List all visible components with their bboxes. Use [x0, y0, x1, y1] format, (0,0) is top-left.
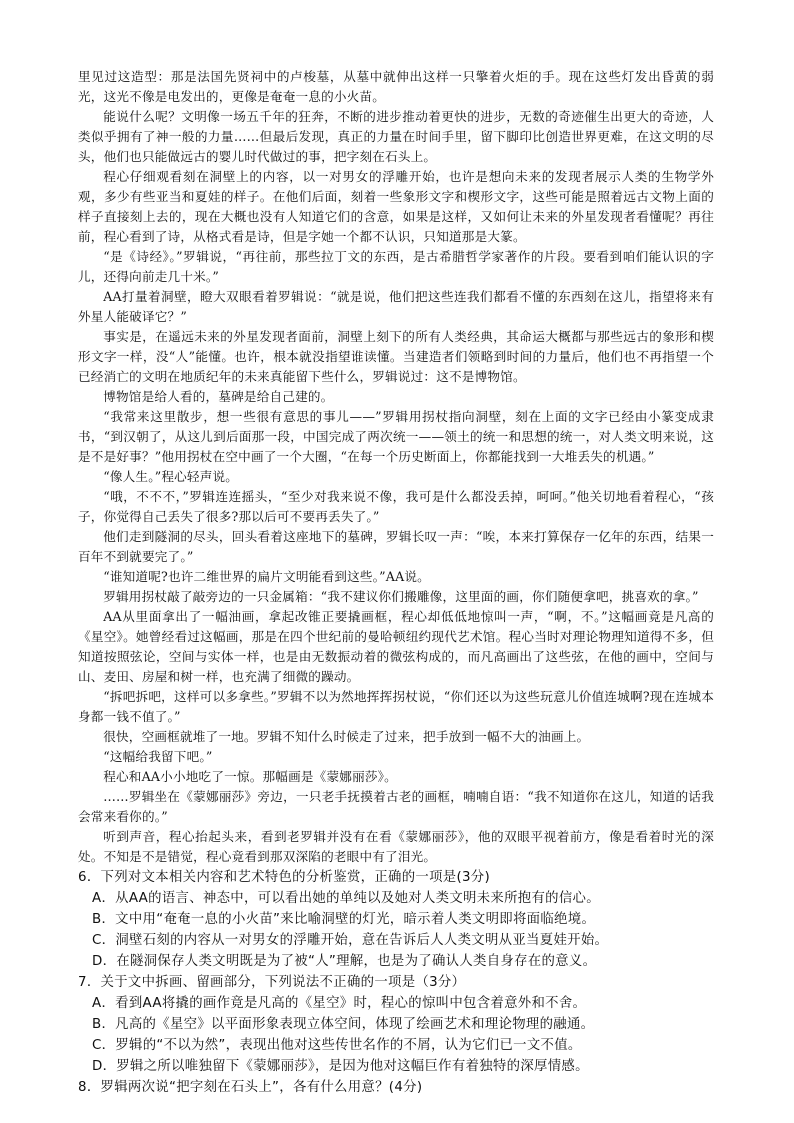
passage-paragraph: 事实是，在遥远未来的外星发现者面前，洞壁上刻下的所有人类经典，其命运大概都与那些远古的象形和楔形文字一样，没“人”能懂。也许，根本就没指望谁读懂。当建造者们领略到时间的力量后，他们也不再指望一个已经消亡的文明在地质纪年的未来真能留下些什么，罗辑说过：这不是博物馆。 — [78, 329, 714, 384]
passage-paragraph: “是《诗经》。”罗辑说，“再往前，那些拉丁文的东西，是古希腊哲学家著作的片段。要看到咱们能认识的字儿，还得向前走几十米。” — [78, 249, 714, 284]
passage-paragraph: AA打量着洞壁，瞪大双眼看着罗辑说：“就是说，他们把这些连我们都看不懂的东西刻在这儿，指望将来有外星人能破译它？” — [78, 289, 714, 324]
passage-paragraph: “哦，不不不，”罗辑连连摇头，“至少对我来说不像，我可是什么都没丢掉，呵呵。”他关切地看着程心，“孩子，你觉得自己丢失了很多?那以后可不要再丢失了。” — [78, 489, 714, 524]
passage-paragraph: “谁知道呢?也许二维世界的扁片文明能看到这些。”AA说。 — [103, 569, 430, 584]
passage-paragraph: AA从里面拿出了一幅油画，拿起改锥正要撬画框，程心却低低地惊叫一声，“啊，不。”这幅画竟是凡高的《星空》。她曾经看过这幅画，那是在四个世纪前的曼哈顿纽约现代艺术馆。程心当时对理论物理知道得不多，但知道按照弦论，空间与实体一样，也是由无数振动着的微弦构成的，而凡高画出了这些弦，在他的画中，空间与山、麦田、房屋和树一样，也充满了细微的躁动。 — [78, 609, 714, 684]
passage-paragraph: 程心和AA小小地吃了一惊。那幅画是《蒙娜丽莎》。 — [103, 769, 397, 784]
passage-paragraph: 博物馆是给人看的，墓碑是给自己建的。 — [103, 389, 334, 404]
question-section — [78, 867, 714, 1098]
passage-paragraph: 听到声音，程心抬起头来，看到老罗辑并没有在看《蒙娜丽莎》，他的双眼平视着前方，像是看着时光的深处。不知是不是错觉，程心竟看到那双深陷的老眼中有了泪光。 — [78, 829, 714, 864]
reading-passage — [78, 67, 714, 867]
passage-paragraph: “这幅给我留下吧。” — [103, 749, 213, 764]
option-d[interactable]: D．罗辑之所以唯独留下《蒙娜丽莎》，是因为他对这幅巨作有着独特的深厚情感。 — [92, 1059, 589, 1074]
passage-paragraph: “像人生。”程心轻声说。 — [103, 469, 239, 484]
question-6 — [78, 867, 714, 972]
question-stem: 8．罗辑两次说“把字刻在石头上”，各有什么用意？(4分) — [78, 1080, 423, 1095]
option-c[interactable]: C．洞壁石刻的内容从一对男女的浮雕开始，意在告诉后人人类文明从亚当夏娃开始。 — [92, 933, 609, 948]
passage-paragraph: 罗辑用拐杖敲了敲旁边的一只金属箱：“我不建议你们搬雕像，这里面的画，你们随便拿吧，挑喜欢的拿。” — [103, 589, 699, 604]
option-b[interactable]: B．文中用“奄奄一息的小火苗”来比喻洞壁的灯光，暗示着人类文明即将面临绝境。 — [92, 912, 596, 927]
question-8 — [78, 1077, 714, 1098]
passage-paragraph: 里见过这造型：那是法国先贤祠中的卢梭墓，从墓中就伸出这样一只擎着火炬的手。现在这些灯发出昏黄的弱光，这光不像是电发出的，更像是奄奄一息的小火苗。 — [78, 69, 714, 104]
passage-paragraph: 能说什么呢？文明像一场五千年的狂奔，不断的进步推动着更快的进步，无数的奇迹催生出更大的奇迹，人类似乎拥有了神一般的力量……但最后发现，真正的力量在时间手里，留下脚印比创造世界更难，在这文明的尽头，他们也只能做远古的婴儿时代做过的事，把字刻在石头上。 — [78, 109, 714, 164]
exam-page — [78, 67, 714, 1098]
passage-paragraph: 很快，空画框就堆了一地。罗辑不知什么时候走了过来，把手放到一幅不大的油画上。 — [103, 729, 590, 744]
option-d[interactable]: D．在隧洞保存人类文明既是为了被“人”理解，也是为了确认人类自身存在的意义。 — [92, 954, 597, 969]
passage-paragraph: “我常来这里散步，想一些很有意思的事儿——”罗辑用拐杖指向洞壁，刻在上面的文字已经由小篆变成隶书，“到汉朝了，从这儿到后面那一段，中国完成了两次统一——领土的统一和思想的统一，对人类文明来说，这是不是好事？”他用拐杖在空中画了一个大圈，“在每一个历史断面上，你都能找到一大堆丢失的机遇。” — [78, 409, 714, 464]
question-stem: 6．下列对文本相关内容和艺术特色的分析鉴赏，正确的一项是(3分) — [78, 870, 491, 885]
passage-paragraph: ……罗辑坐在《蒙娜丽莎》旁边，一只老手抚摸着古老的画框，喃喃自语：“我不知道你在这儿，知道的话我会常来看你的。” — [78, 789, 714, 824]
option-c[interactable]: C．罗辑的“不以为然”，表现出他对这些传世名作的不屑，认为它们已一文不值。 — [92, 1038, 582, 1053]
passage-paragraph: 他们走到隧洞的尽头，回头看着这座地下的墓碑，罗辑长叹一声：“唉，本来打算保存一亿年的东西，结果一百年不到就要完了。” — [78, 529, 714, 564]
passage-paragraph: 程心仔细观看刻在洞壁上的内容，以一对男女的浮雕开始，也许是想向未来的发现者展示人类的生物学外观，多少有些亚当和夏娃的样子。在他们后面，刻着一些象形文字和楔形文字，这些可能是照着远古文物上面的样子直接刻上去的，现在大概也没有人知道它们的含意，如果是这样，又如何让未来的外星发现者看懂呢？再往前，程心看到了诗，从格式看是诗，但是字她一个都不认识，只知道那是大篆。 — [78, 169, 714, 244]
option-b[interactable]: B．凡高的《星空》以平面形象表现立体空间，体现了绘画艺术和理论物理的融通。 — [92, 1017, 595, 1032]
question-7 — [78, 972, 714, 1077]
option-a[interactable]: A．看到AA将撬的画作竟是凡高的《星空》时，程心的惊叫中包含着意外和不舍。 — [92, 996, 587, 1011]
question-stem: 7．关于文中拆画、留画部分，下列说法不正确的一项是（3分） — [78, 975, 466, 990]
passage-paragraph: “拆吧拆吧，这样可以多拿些。”罗辑不以为然地挥挥拐杖说，“你们还以为这些玩意儿价值连城啊?现在连城本身都一钱不值了。” — [78, 689, 714, 724]
option-a[interactable]: A．从AA的语言、神态中，可以看出她的单纯以及她对人类文明未来所抱有的信心。 — [92, 891, 600, 906]
